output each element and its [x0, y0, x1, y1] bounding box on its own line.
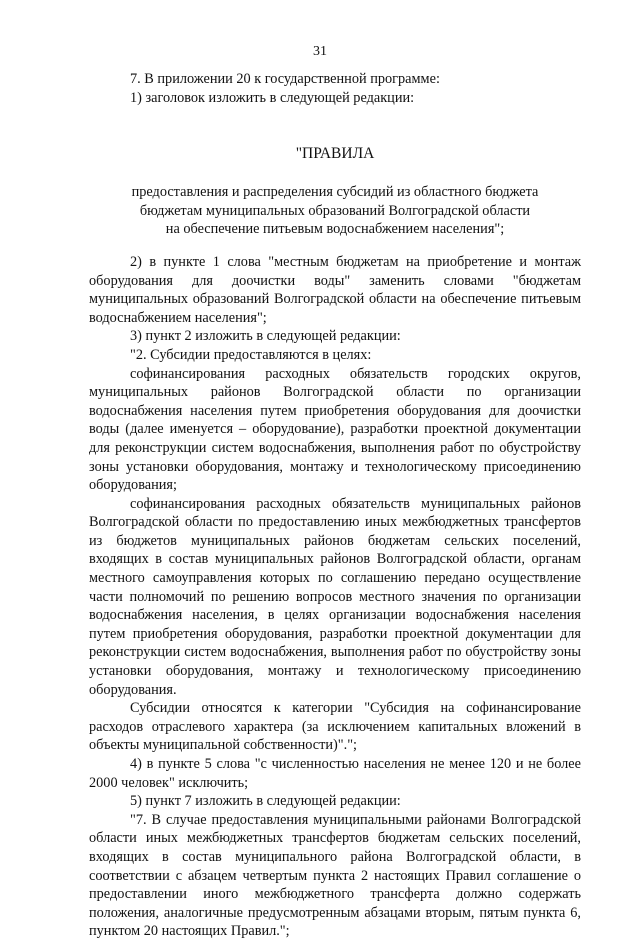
rules-subheading	[89, 183, 581, 239]
paragraph-subitem-4: 4) в пункте 5 слова "с численностью населения не менее 120 и не более 2000 человек" исключить;	[89, 756, 581, 791]
rules-heading: "ПРАВИЛА	[295, 145, 375, 163]
document-body	[89, 70, 581, 941]
paragraph-purpose-2: софинансирования расходных обязательств муниципальных районов Волгоградской области по предоставлению иных межбюджетных трансфертов из бюджетов муниципальных районов бюджетам сельских поселений, входящих в состав муниципальных районов Волгоградской области, органам местного самоуправления которых по соглашению передано осуществление части полномочий по решению вопросов местного значения по организации водоснабжения населения, в целях организации водоснабжения населения путем приобретения оборудования, разработки проектной документации для реконструкции систем водоснабжения, выполнения работ по обустройству зоны установки оборудования, монтажу и технологическому присоединению оборудования.	[89, 495, 581, 698]
rules-subheading-line-2: бюджетам муниципальных образований Волгоградской области	[139, 202, 531, 219]
rules-subheading-line-1: предоставления и распределения субсидий из областного бюджета	[131, 184, 539, 201]
rules-subheading-line-3: на обеспечение питьевым водоснабжением населения";	[165, 221, 505, 238]
page-number: 31	[313, 44, 327, 59]
paragraph-purpose-1: софинансирования расходных обязательств городских округов, муниципальных районов Волгоградской области по организации водоснабжения населения путем приобретения оборудования для доочистки воды (далее именуется – оборудование), разработки проектной документации для реконструкции систем водоснабжения, выполнения работ по обустройству зоны установки оборудования, монтажу и технологическому присоединению оборудования;	[89, 365, 581, 494]
paragraph-clause-7: "7. В случае предоставления муниципальными районами Волгоградской области иных межбюджетных трансфертов бюджетам сельских поселений, входящих в состав муниципального района Волгоградской области, в соответствии с абзацем четвертым пункта 2 настоящих Правил соглашение о предоставлении иного межбюджетного трансферта должно содержать положения, аналогичные предусмотренным абзацами вторым, пятым пункта 6, пунктом 20 настоящих Правил.";	[89, 811, 581, 940]
paragraph-subitem-5: 5) пункт 7 изложить в следующей редакции:	[130, 793, 401, 810]
paragraph-subitem-2: 2) в пункте 1 слова "местным бюджетам на приобретение и монтаж оборудования для доочистки воды" заменить словами "бюджетам муниципальных образований Волгоградской области на обеспечение питьевым водоснабжением населения";	[89, 253, 581, 326]
paragraph-item-7: 7. В приложении 20 к государственной программе:	[130, 71, 440, 87]
paragraph-subitem-3: 3) пункт 2 изложить в следующей редакции:	[130, 328, 401, 345]
paragraph-clause-2: "2. Субсидии предоставляются в целях:	[130, 346, 372, 363]
paragraph-subitem-1: 1) заголовок изложить в следующей редакции:	[130, 89, 415, 106]
paragraph-category: Субсидии относятся к категории "Субсидия на софинансирование расходов отраслевого характера (за исключением капитальных вложений в объекты муниципальной собственности)".";	[89, 700, 581, 754]
